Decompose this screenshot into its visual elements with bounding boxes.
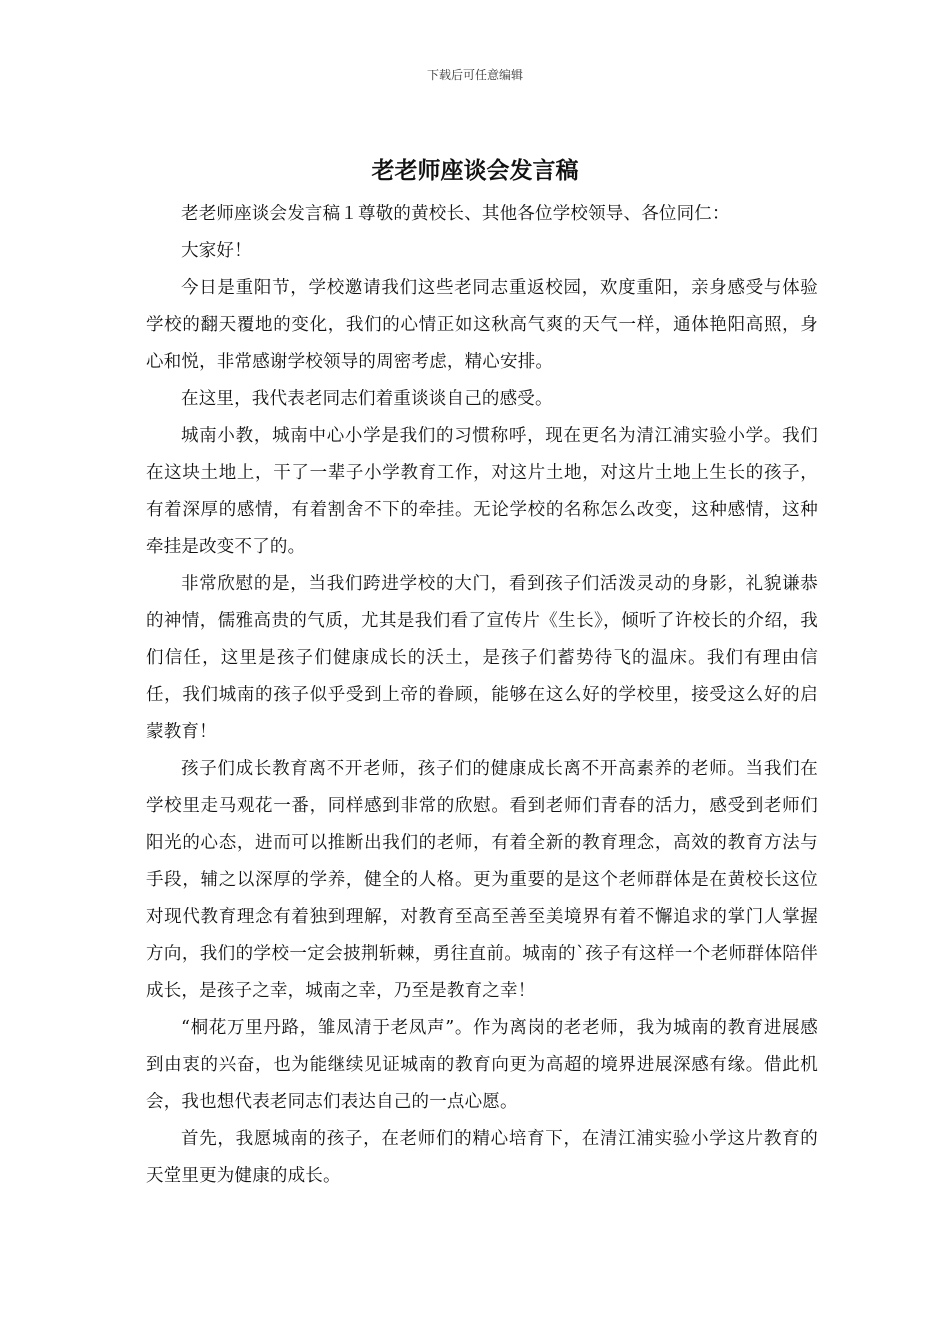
- paragraph: 非常欣慰的是，当我们跨进学校的大门，看到孩子们活泼灵动的身影，礼貌谦恭的神情，儒雅高贵的气质，尤其是我们看了宣传片《生长》，倾听了许校长的介绍，我们信任，这里是孩子们健康成长的沃土，是孩子们蓄势待飞的温床。我们有理由信任，我们城南的孩子似乎受到上帝的眷顾，能够在这么好的学校里，接受这么好的启蒙教育！: [146, 574, 818, 742]
- paragraph: “桐花万里丹路，雏凤清于老凤声”。作为离岗的老老师，我为城南的教育进展感到由衷的兴奋，也为能继续见证城南的教育向更为高超的境界进展深感有缘。借此机会，我也想代表老同志们表达自己的一点心愿。: [146, 1018, 818, 1112]
- paragraph: 在这里，我代表老同志们着重谈谈自己的感受。: [181, 389, 553, 409]
- paragraph: 城南小教，城南中心小学是我们的习惯称呼，现在更名为清江浦实验小学。我们在这块土地上，干了一辈子小学教育工作，对这片土地，对这片土地上生长的孩子，有着深厚的感情，有着割舍不下的牵挂。无论学校的名称怎么改变，这种感情，这种牵挂是改变不了的。: [146, 426, 818, 557]
- header-note: 下载后可任意编辑: [426, 68, 523, 82]
- document-body: [146, 196, 818, 1195]
- paragraph-greeting: 老老师座谈会发言稿１尊敬的黄校长、其他各位学校领导、各位同仁：: [181, 204, 730, 224]
- paragraph: 首先，我愿城南的孩子，在老师们的精心培育下，在清江浦实验小学这片教育的天堂里更为健康的成长。: [146, 1129, 818, 1186]
- paragraph: 今日是重阳节，学校邀请我们这些老同志重返校园，欢度重阳，亲身感受与体验学校的翻天覆地的变化，我们的心情正如这秋高气爽的天气一样，通体艳阳高照，身心和悦，非常感谢学校领导的周密考虑，精心安排。: [146, 278, 818, 372]
- paragraph-salutation: 大家好！: [181, 241, 252, 261]
- paragraph: 孩子们成长教育离不开老师，孩子们的健康成长离不开高素养的老师。当我们在学校里走马观花一番，同样感到非常的欣慰。看到老师们青春的活力，感受到老师们阳光的心态，进而可以推断出我们的老师，有着全新的教育理念，高效的教育方法与手段，辅之以深厚的学养，健全的人格。更为重要的是这个老师群体是在黄校长这位对现代教育理念有着独到理解，对教育至高至善至美境界有着不懈追求的掌门人掌握方向，我们的学校一定会披荆斩棘，勇往直前。城南的`孩子有这样一个老师群体陪伴成长，是孩子之幸，城南之幸，乃至是教育之幸！: [146, 759, 818, 1001]
- document-title: 老老师座谈会发言稿: [371, 157, 579, 184]
